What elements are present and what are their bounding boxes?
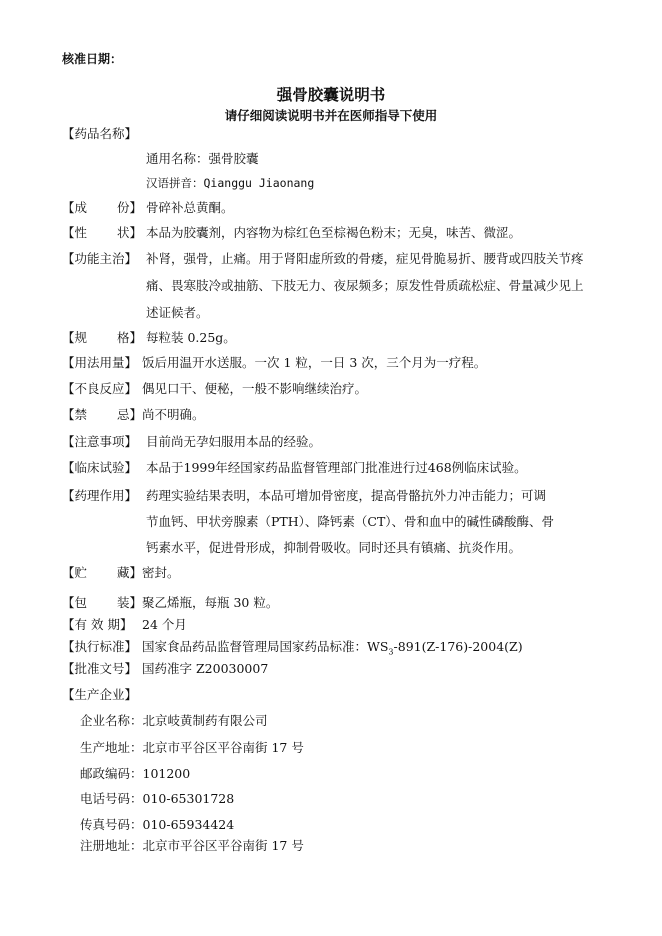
pharmacology-line: 钙素水平，促进骨形成，抑制骨吸收。同时还具有镇痛、抗炎作用。 [146, 540, 522, 555]
standard-label: 【执行标准】 [62, 639, 138, 654]
ingredients-text: 骨碎补总黄酮。 [146, 200, 234, 215]
clinical-text: 本品于1999年经国家药品监督管理部门批准进行过468例临床试验。 [146, 460, 527, 475]
indications-line: 痛、畏寒肢冷或抽筋、下肢无力、夜尿频多；原发性骨质疏松症、骨量减少见上 [146, 278, 584, 293]
character-label-left: 【性 [62, 225, 88, 240]
production-address: 生产地址：北京市平谷区平谷南街 17 号 [80, 740, 304, 755]
character-label [62, 223, 142, 241]
package-label [62, 593, 142, 611]
dosage-label: 【用法用量】 [62, 355, 138, 370]
standard-subscript: 3 [388, 647, 394, 657]
clinical-label: 【临床试验】 [62, 460, 138, 475]
ingredients-label-right: 份】 [116, 200, 142, 215]
character-label-right: 状】 [116, 225, 142, 240]
validity-text: 24 个月 [142, 617, 187, 632]
specification-label [62, 328, 142, 346]
contraindications-text: 尚不明确。 [142, 407, 205, 422]
pharmacology-line: 节血钙、甲状旁腺素（PTH）、降钙素（CT）、骨和血中的碱性磷酸酶、骨 [146, 514, 555, 529]
adverse-text: 偶见口干、便秘，一般不影响继续治疗。 [142, 381, 368, 396]
validity-label: 【有 效 期】 [62, 617, 133, 632]
storage-text: 密封。 [142, 565, 180, 580]
specification-label-right: 格】 [116, 330, 142, 345]
generic-name: 通用名称：强骨胶囊 [146, 151, 259, 166]
pharmacology-line: 药理实验结果表明，本品可增加骨密度，提高骨骼抗外力冲击能力；可调 [146, 488, 547, 503]
contraindications-label-right: 忌】 [116, 407, 142, 422]
contraindications-label [62, 405, 142, 423]
character-text: 本品为胶囊剂，内容物为棕红色至棕褐色粉末；无臭，味苦、微涩。 [146, 225, 522, 240]
indications-line: 补肾，强骨，止痛。用于肾阳虚所致的骨痿，症见骨脆易折、腰背或四肢关节疼 [146, 251, 584, 266]
ingredients-label [62, 198, 142, 216]
ingredients-label-left: 【成 [62, 200, 88, 215]
postcode: 邮政编码：101200 [80, 766, 191, 781]
pharmacology-label: 【药理作用】 [62, 488, 138, 503]
approval-label: 【批准文号】 [62, 661, 138, 676]
approval-number: 国药准字 Z20030007 [142, 661, 269, 676]
manufacturer-label: 【生产企业】 [62, 687, 138, 702]
package-label-left: 【包 [62, 595, 88, 610]
storage-label-right: 藏】 [116, 565, 142, 580]
contraindications-label-left: 【禁 [62, 407, 88, 422]
indications-line: 述证候者。 [146, 305, 209, 320]
drug-name-label: 【药品名称】 [62, 126, 138, 141]
document-title: 强骨胶囊说明书 [276, 85, 386, 104]
standard-text [142, 637, 523, 657]
precautions-label: 【注意事项】 [62, 434, 138, 449]
indications-label: 【功能主治】 [62, 251, 138, 266]
storage-label-left: 【贮 [62, 565, 88, 580]
registered-address: 注册地址：北京市平谷区平谷南街 17 号 [80, 838, 304, 853]
adverse-label: 【不良反应】 [62, 381, 138, 396]
approval-date-label: 核准日期： [62, 52, 123, 66]
precautions-text: 目前尚无孕妇服用本品的经验。 [146, 434, 322, 449]
package-text: 聚乙烯瓶，每瓶 30 粒。 [142, 595, 279, 610]
package-label-right: 装】 [116, 595, 142, 610]
storage-label [62, 563, 142, 581]
specification-text: 每粒装 0.25g。 [146, 330, 236, 345]
standard-text-code: -891(Z-176)-2004(Z) [393, 639, 523, 654]
specification-label-left: 【规 [62, 330, 88, 345]
company-name: 企业名称：北京岐黄制药有限公司 [80, 713, 268, 728]
fax-number: 传真号码：010-65934424 [80, 817, 235, 832]
phone-number: 电话号码：010-65301728 [80, 791, 235, 806]
dosage-text: 饭后用温开水送服。一次 1 粒，一日 3 次，三个月为一疗程。 [142, 355, 487, 370]
pinyin-name: 汉语拼音：Qianggu Jiaonang [146, 176, 315, 190]
document-subtitle: 请仔细阅读说明书并在医师指导下使用 [224, 108, 438, 123]
standard-text-main: 国家食品药品监督管理局国家药品标准：WS [142, 639, 389, 654]
